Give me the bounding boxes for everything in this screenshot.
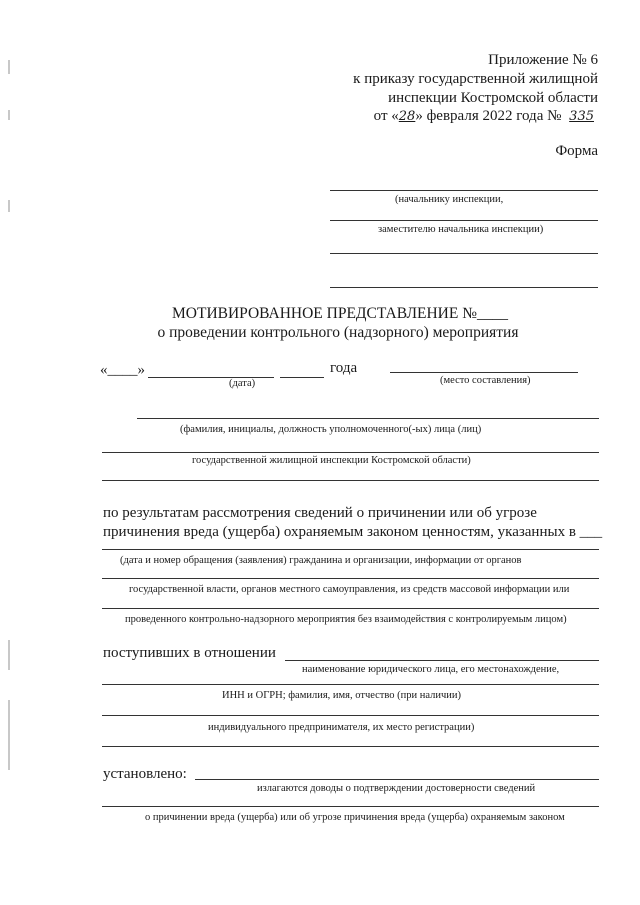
received-hint-1: наименование юридического лица, его местонахождение, [302,664,560,675]
place-line [390,372,578,373]
basis-paragraph-line-1: по результатам рассмотрения сведений о причинении или об угрозе [103,505,537,521]
margin-mark [8,700,10,770]
date-middle: » февраля 2022 года № [415,108,562,124]
official-line-2 [102,452,599,453]
basis-line-1 [102,549,599,550]
received-line-3 [102,715,599,716]
order-number-handwritten: 335 [569,109,594,124]
received-line-4 [102,746,599,747]
basis-paragraph-line-2: причинения вреда (ущерба) охраняемым законом ценностям, указанных в ___ [103,524,603,540]
date-year-line [280,377,324,378]
basis-hint-1: (дата и номер обращения (заявления) гражданина и организации, информации от органов [120,555,522,566]
form-label: Форма [555,143,598,159]
addressee-line-2 [330,220,598,221]
received-line-2 [102,684,599,685]
margin-mark [8,640,10,670]
addressee-hint-2: заместителю начальника инспекции) [378,224,544,235]
margin-mark [8,200,10,212]
established-label: установлено: [103,766,187,782]
addressee-line-3 [330,253,598,254]
date-day-blank: «____» [100,362,145,378]
inspection-name-line: инспекции Костромской области [388,90,598,106]
received-hint-3: индивидуального предпринимателя, их место регистрации) [208,722,475,733]
established-line-1 [195,779,599,780]
order-date-line [374,108,598,125]
addressee-hint-1: (начальнику инспекции, [395,194,504,205]
basis-line-3 [102,608,599,609]
document-title: МОТИВИРОВАННОЕ ПРЕДСТАВЛЕНИЕ №____ [172,305,508,322]
basis-hint-2: государственной власти, органов местного самоуправления, из средств массовой информации или [129,584,570,595]
appendix-label: Приложение № 6 [488,52,598,68]
official-hint-2: государственной жилищной инспекции Костромской области) [192,455,471,466]
place-hint: (место составления) [440,375,531,386]
established-hint-1: излагаются доводы о подтверждении достоверности сведений [257,783,536,794]
date-prefix: от « [373,108,399,124]
established-hint-2: о причинении вреда (ущерба) или об угрозе причинения вреда (ущерба) охраняемым законом [145,812,565,823]
order-reference-line: к приказу государственной жилищной [353,71,598,87]
margin-mark [8,60,10,74]
date-day-handwritten: 28 [398,109,416,124]
margin-mark [8,110,10,120]
received-line-1 [285,660,599,661]
addressee-line-1 [330,190,598,191]
date-hint: (дата) [229,378,256,389]
addressee-line-4 [330,287,598,288]
year-word: года [330,360,358,376]
official-hint-1: (фамилия, инициалы, должность уполномоченного(-ых) лица (лиц) [180,424,482,435]
established-line-2 [102,806,599,807]
basis-hint-3: проведенного контрольно-надзорного мероприятия без взаимодействия с контролируемым лицом) [125,614,567,625]
official-line-1 [137,418,599,419]
received-hint-2: ИНН и ОГРН; фамилия, имя, отчество (при наличии) [222,690,462,701]
official-line-3 [102,480,599,481]
basis-line-2 [102,578,599,579]
document-subtitle: о проведении контрольного (надзорного) мероприятия [157,324,519,341]
received-label: поступивших в отношении [103,645,276,661]
